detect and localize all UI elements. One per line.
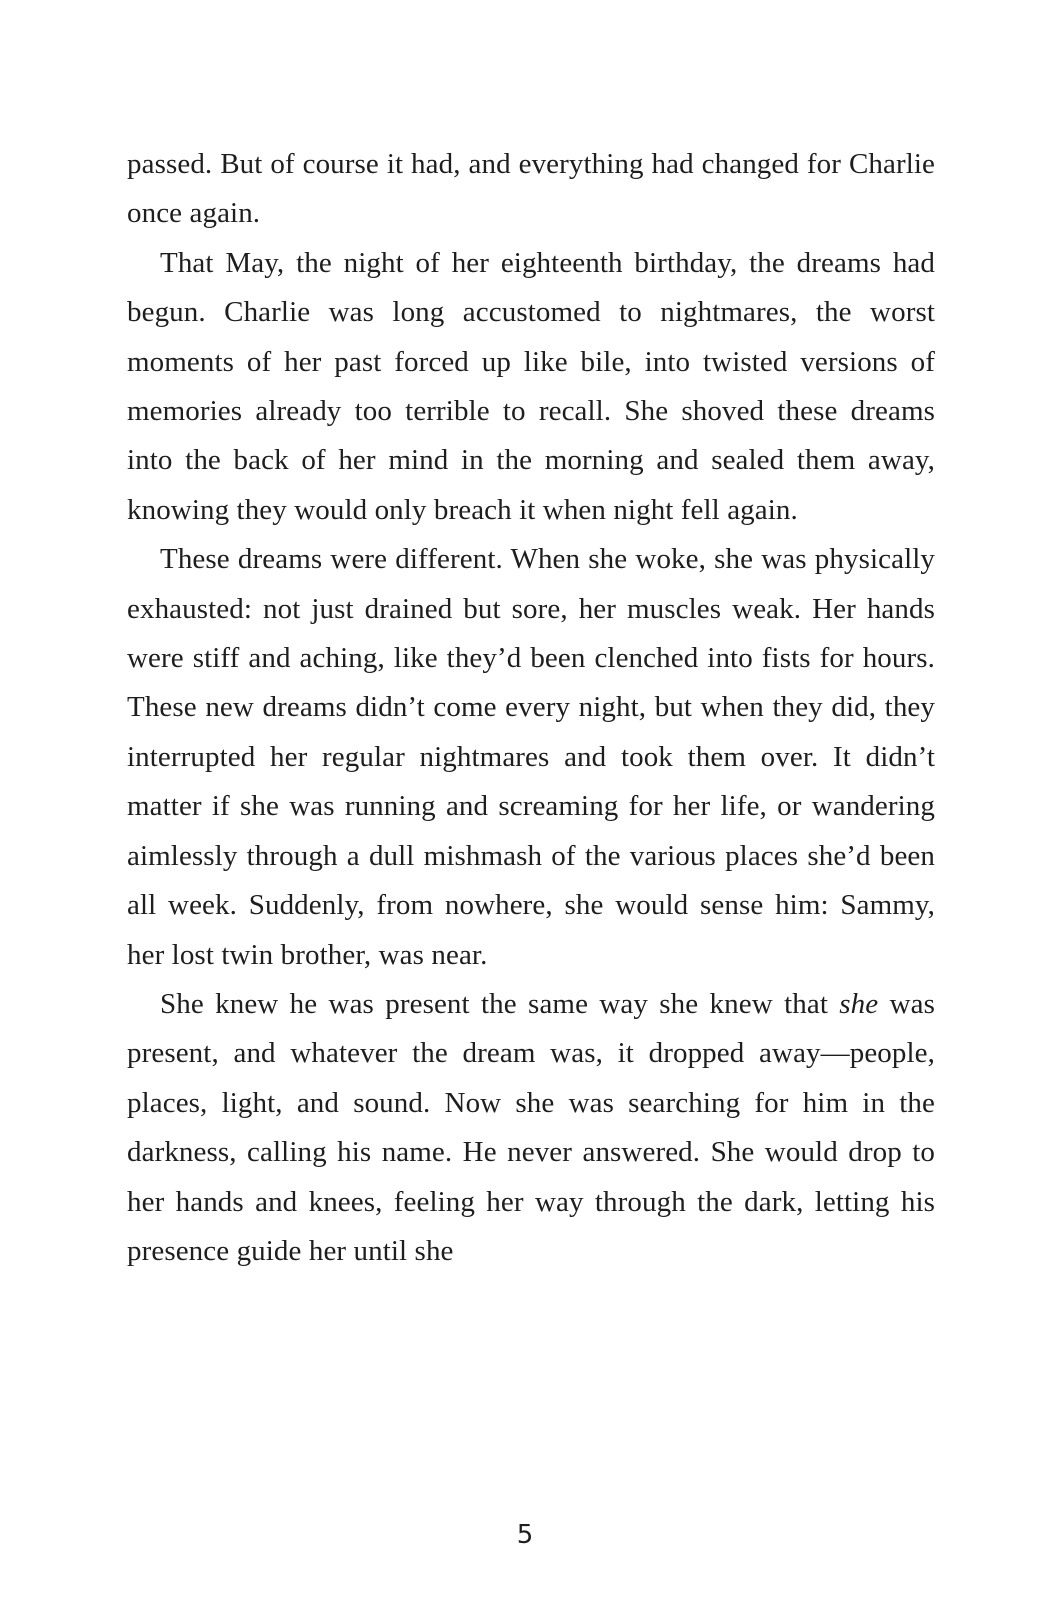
page-number: 5: [516, 1520, 534, 1550]
paragraph-4: [127, 980, 935, 1276]
paragraph-2: That May, the night of her eighteenth birthday, the dreams had begun. Charlie was long accustomed to nightmares, the worst moments of her past forced up like bile, into twisted versions of memories already too terrible to recall. She shoved these dreams into the back of her mind in the morning and sealed them away, knowing they would only breach it when night fell again.: [127, 246, 935, 526]
paragraph-4-text-after: was present, and whatever the dream was, it dropped away—people, places, light, and sound. Now she was searching for him in the darkness, calling his name. He never answered. She would drop to her hands and knees, feeling her way through the dark, letting his presence guide her until she: [127, 987, 935, 1267]
paragraph-4-emphasis: she: [839, 987, 879, 1020]
paragraph-4-text-before: She knew he was present the same way she knew that: [160, 987, 840, 1020]
paragraph-3: These dreams were different. When she woke, she was physically exhausted: not just drained but sore, her muscles weak. Her hands were stiff and aching, like they’d been clenched into fists for hours. These new dreams didn’t come every night, but when they did, they interrupted her regular nightmares and took them over. It didn’t matter if she was running and screaming for her life, or wandering aimlessly through a dull mishmash of the various places she’d been all week. Suddenly, from nowhere, she would sense him: Sammy, her lost twin brother, was near.: [127, 543, 935, 971]
paragraph-1: passed. But of course it had, and everything had changed for Charlie once again.: [127, 148, 935, 230]
body-text: [127, 140, 935, 1276]
